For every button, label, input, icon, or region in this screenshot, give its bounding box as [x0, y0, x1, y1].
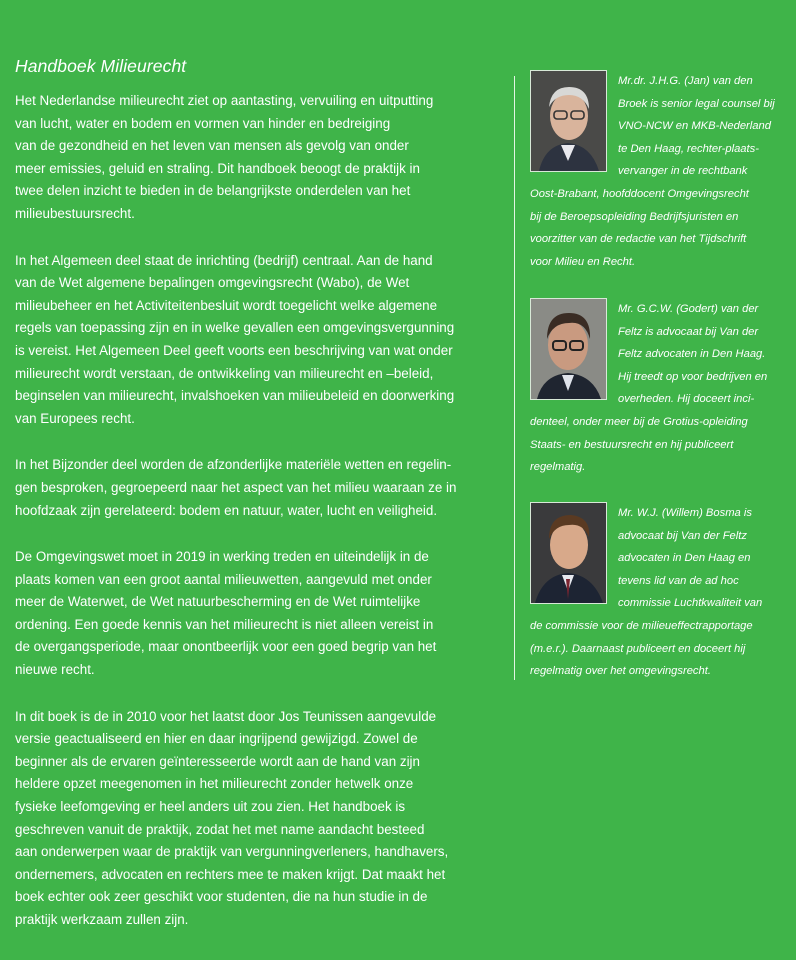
author-photo: [530, 502, 607, 604]
paragraph: [15, 546, 505, 682]
text-line: ordening. Een goede kennis van het milieurecht is niet alleen vereist in: [15, 616, 434, 632]
bio-line: Oost-Brabant, hoofddocent Omgevingsrecht: [530, 187, 749, 200]
paragraph: [15, 706, 505, 932]
bio-line: te Den Haag, rechter-plaats-: [618, 142, 759, 155]
text-line: beginselen van milieurecht, invalshoeken van milieubeleid en doorwerking: [15, 388, 455, 404]
text-line: milieubestuursrecht.: [15, 205, 135, 221]
text-line: nieuwe recht.: [15, 662, 95, 678]
bio-line: regelmatig over het omgevingsrecht.: [530, 665, 711, 678]
text-line: regels van toepassing zijn en in welke gevallen een omgevingsvergunning: [15, 320, 455, 336]
text-line: van de Wet algemene bepalingen omgevingsrecht (Wabo), de Wet: [15, 275, 410, 291]
bio-line: advocaten in Den Haag en: [618, 552, 751, 565]
text-line: beginner als de ervaren geïnteresseerde wordt aan de hand van zijn: [15, 753, 420, 769]
text-line: De Omgevingswet moet in 2019 in werking treden en uiteindelijk in de: [15, 549, 429, 565]
text-line: milieubeheer en het Activiteitenbesluit wordt toegelicht welke algemene: [15, 297, 438, 313]
bio-line: Hij treedt op voor bedrijven en: [618, 370, 768, 383]
author-photo: [530, 70, 607, 172]
text-line: is vereist. Het Algemeen Deel geeft voorts een beschrijving van wat onder: [15, 342, 453, 358]
text-line: In het Bijzonder deel worden de afzonderlijke materiële wetten en regelin-: [15, 457, 452, 473]
bio-line: regelmatig.: [530, 461, 586, 474]
book-title: Handboek Milieurecht: [15, 56, 187, 76]
text-line: twee delen inzicht te bieden in de belangrijkste onderdelen van het: [15, 183, 411, 199]
bio-line: VNO-NCW en MKB-Nederland: [618, 120, 771, 133]
text-line: gen besproken, gegroepeerd naar het aspect van het milieu waaraan ze in: [15, 479, 457, 495]
bio-line: vervanger in de rechtbank: [618, 165, 748, 178]
text-line: fysieke leefomgeving er heel anders uit zou zien. Het handboek is: [15, 799, 406, 815]
paragraph: [15, 454, 505, 522]
author-bio: [530, 502, 790, 683]
bio-line: overheden. Hij doceert inci-: [618, 393, 755, 406]
author-photo: [530, 298, 607, 400]
text-line: van Europees recht.: [15, 410, 135, 426]
bio-line: advocaat bij Van der Feltz: [618, 529, 747, 542]
text-line: praktijk werkzaam zullen zijn.: [15, 912, 189, 927]
bio-line: Mr. W.J. (Willem) Bosma is: [618, 507, 752, 519]
text-line: versie geactualiseerd en hier en daar ingrijpend gewijzigd. Zowel de: [15, 731, 418, 747]
text-line: meer de Waterwet, de Wet natuurbescherming en de Wet ruimtelijke: [15, 594, 421, 610]
text-line: Het Nederlandse milieurecht ziet op aantasting, vervuiling en uitputting: [15, 93, 434, 108]
bio-line: Mr.dr. J.H.G. (Jan) van den: [618, 75, 753, 87]
author-bio: [530, 298, 790, 479]
bio-line: (m.e.r.). Daarnaast publiceert en doceert hij: [530, 642, 746, 655]
bio-line: Broek is senior legal counsel bij: [618, 97, 775, 110]
text-line: van de gezondheid en het leven van mensen als gevolg van onder: [15, 138, 409, 154]
paragraph: [15, 250, 505, 431]
text-line: In het Algemeen deel staat de inrichting (bedrijf) centraal. Aan de hand: [15, 252, 433, 268]
text-line: van lucht, water en bodem en vormen van hinder en bedreiging: [15, 115, 391, 131]
text-line: hoofdzaak zijn gerelateerd: bodem en natuur, water, lucht en veiligheid.: [15, 502, 438, 518]
bio-line: Mr. G.C.W. (Godert) van der: [618, 303, 759, 315]
text-line: de overgangsperiode, maar onontbeerlijk voor een goed begrip van het: [15, 639, 437, 655]
bio-line: voorzitter van de redactie van het Tijdschrift: [530, 233, 747, 246]
bio-line: de commissie voor de milieueffectrapportage: [530, 619, 753, 632]
text-line: aan onderwerpen waar de praktijk van vergunningverleners, handhavers,: [15, 844, 449, 860]
text-line: heldere opzet meegenomen in het milieurecht zonder hetwelk onze: [15, 776, 414, 792]
bio-line: bij de Beroepsopleiding Bedrijfsjuristen en: [530, 210, 739, 223]
divider: [514, 76, 515, 680]
paragraph: [15, 90, 505, 226]
bio-line: denteel, onder meer bij de Grotius-opleiding: [530, 415, 748, 428]
text-line: meer emissies, geluid en straling. Dit handboek beoogt de praktijk in: [15, 160, 420, 176]
text-line: geschreven vanuit de praktijk, zodat het met name aandacht besteed: [15, 821, 425, 837]
text-line: plaats komen van een groot aantal milieuwetten, aangevuld met onder: [15, 571, 432, 587]
bio-line: Staats- en bestuursrecht en hij publiceert: [530, 438, 734, 451]
bio-line: commissie Luchtkwaliteit van: [618, 597, 763, 610]
text-line: In dit boek is de in 2010 voor het laatst door Jos Teunissen aangevulde: [15, 708, 437, 724]
text-line: ondernemers, advocaten en rechters mee te maken krijgt. Dat maakt het: [15, 866, 446, 882]
bio-line: Feltz is advocaat bij Van der: [618, 325, 759, 338]
bio-line: Feltz advocaten in Den Haag.: [618, 348, 766, 361]
author-bio: [530, 70, 790, 273]
bio-line: voor Milieu en Recht.: [530, 255, 636, 268]
text-line: boek echter ook zeer geschikt voor studenten, die na hun studie in de: [15, 889, 428, 905]
main-text: [15, 90, 505, 956]
text-line: milieurecht wordt verstaan, de ontwikkeling van milieurecht en –beleid,: [15, 365, 434, 381]
bio-line: tevens lid van de ad hoc: [618, 574, 739, 587]
